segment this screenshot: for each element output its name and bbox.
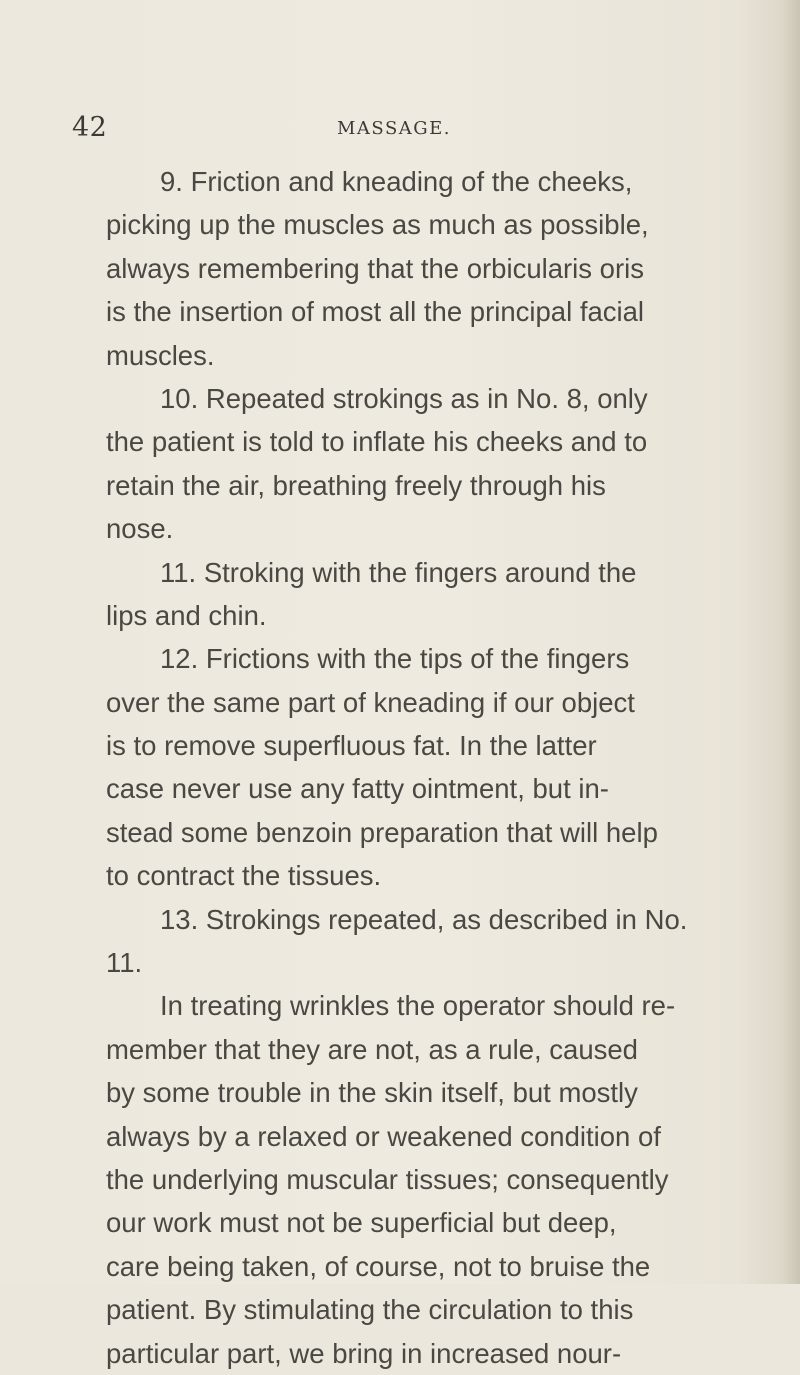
text-line: muscles. bbox=[106, 339, 215, 371]
text-line: case never use any fatty ointment, but in- bbox=[106, 773, 609, 805]
text-line: over the same part of kneading if our object bbox=[106, 686, 635, 718]
text-line: is to remove superfluous fat. In the latter bbox=[106, 730, 597, 762]
page-number: 42 bbox=[72, 112, 108, 143]
paragraph-step-13 bbox=[106, 898, 712, 985]
text-line: always remembering that the orbicularis oris bbox=[106, 252, 644, 284]
text-line: picking up the muscles as much as possible, bbox=[106, 209, 649, 241]
text-line: lips and chin. bbox=[106, 599, 267, 631]
text-line: 12. Frictions with the tips of the fingers bbox=[160, 643, 630, 675]
text-line: care being taken, of course, not to bruise the bbox=[106, 1250, 651, 1282]
text-line: is the insertion of most all the principal facial bbox=[106, 296, 645, 328]
text-line: 11. bbox=[106, 947, 143, 979]
text-line: 11. Stroking with the fingers around the bbox=[160, 556, 637, 588]
text-line: stead some benzoin preparation that will help bbox=[106, 816, 658, 848]
text-line: the underlying muscular tissues; consequently bbox=[106, 1163, 669, 1195]
paragraph-step-9 bbox=[106, 160, 712, 377]
paragraph-wrinkles bbox=[106, 984, 712, 1375]
text-line: 10. Repeated strokings as in No. 8, only bbox=[160, 382, 648, 414]
text-line: to contract the tissues. bbox=[106, 860, 382, 892]
paragraph-step-10 bbox=[106, 377, 712, 551]
text-line: by some trouble in the skin itself, but mostly bbox=[106, 1077, 638, 1109]
body-text bbox=[106, 160, 712, 1375]
text-line: 9. Friction and kneading of the cheeks, bbox=[160, 166, 633, 197]
text-line: our work must not be superficial but deep, bbox=[106, 1207, 617, 1239]
text-line: patient. By stimulating the circulation to this bbox=[106, 1294, 634, 1326]
text-line: 13. Strokings repeated, as described in No. bbox=[160, 903, 688, 935]
text-line: nose. bbox=[106, 513, 174, 545]
text-line: In treating wrinkles the operator should re- bbox=[160, 990, 676, 1022]
page-header bbox=[0, 112, 800, 148]
text-line: particular part, we bring in increased nour- bbox=[106, 1337, 622, 1369]
paragraph-step-12 bbox=[106, 637, 712, 897]
paragraph-step-11 bbox=[106, 551, 712, 638]
text-line: member that they are not, as a rule, caused bbox=[106, 1033, 638, 1065]
running-title: MASSAGE. bbox=[337, 118, 452, 139]
text-line: always by a relaxed or weakened condition of bbox=[106, 1120, 661, 1152]
text-line: the patient is told to inflate his cheeks and to bbox=[106, 426, 648, 458]
text-line: retain the air, breathing freely through his bbox=[106, 469, 606, 501]
page-edge-shadow bbox=[782, 0, 800, 1284]
